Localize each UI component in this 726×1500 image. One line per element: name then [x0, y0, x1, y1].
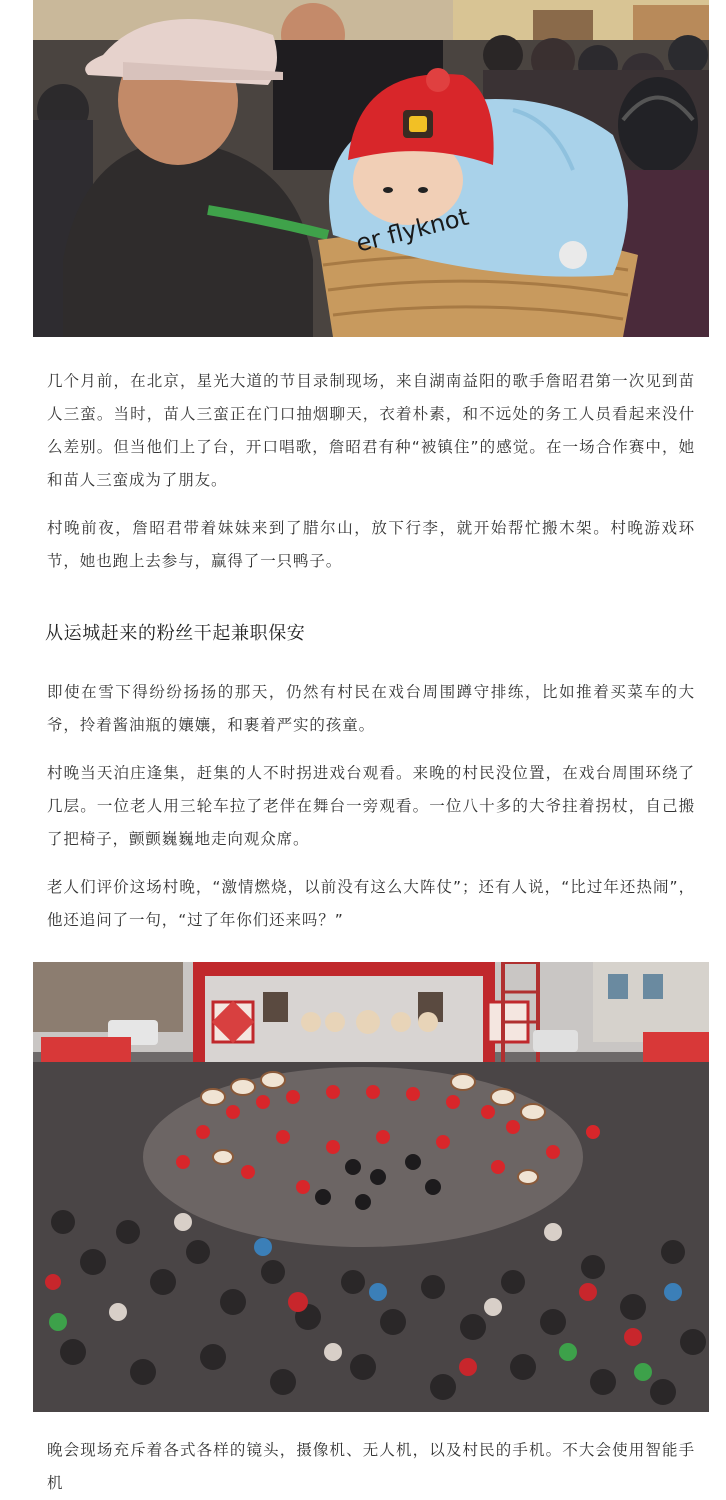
paragraph: 几个月前，在北京，星光大道的节目录制现场，来自湖南益阳的歌手詹昭君第一次见到苗人三蛮。当时，苗人三蛮正在门口抽烟聊天，衣着朴素，和不远处的务工人员看起来没什么差别。但当他们上了台，开口唱歌，詹昭君有种“被镇住”的感觉。在一场合作赛中，她和苗人三蛮成为了朋友。: [47, 372, 695, 489]
paragraph: 村晚当天泊庄逢集，赶集的人不时拐进戏台观看。来晚的村民没位置，在戏台周围环绕了几层。一位老人用三轮车拉了老伴在舞台一旁观看。一位八十多的大爷拄着拐杖，自己搬了把椅子，颤颤巍巍地走向观众席。: [47, 764, 695, 848]
paragraph: 村晚前夜，詹昭君带着妹妹来到了腊尔山，放下行李，就开始帮忙搬木架。村晚游戏环节，她也跑上去参与，赢得了一只鸭子。: [47, 519, 695, 570]
section-heading: 从运城赶来的粉丝干起兼职保安: [45, 623, 306, 644]
blanket-print-text: er flyknot: [353, 202, 472, 258]
paragraph-partial: 晚会现场充斥着各式各样的镜头，摄像机、无人机，以及村民的手机。不大会使用智能手机: [47, 1441, 695, 1492]
photo-village-gala-crowd: [33, 962, 709, 1412]
photo-woman-carrying-baby: [33, 0, 709, 337]
paragraph: 老人们评价这场村晚，“激情燃烧，以前没有这么大阵仗”；还有人说，“比过年还热闹”，他还追问了一句，“过了年你们还来吗？”: [47, 878, 695, 929]
paragraph: 即使在雪下得纷纷扬扬的那天，仍然有村民在戏台周围蹲守排练，比如推着买菜车的大爷，拎着酱油瓶的孃孃，和裹着严实的孩童。: [47, 683, 695, 734]
